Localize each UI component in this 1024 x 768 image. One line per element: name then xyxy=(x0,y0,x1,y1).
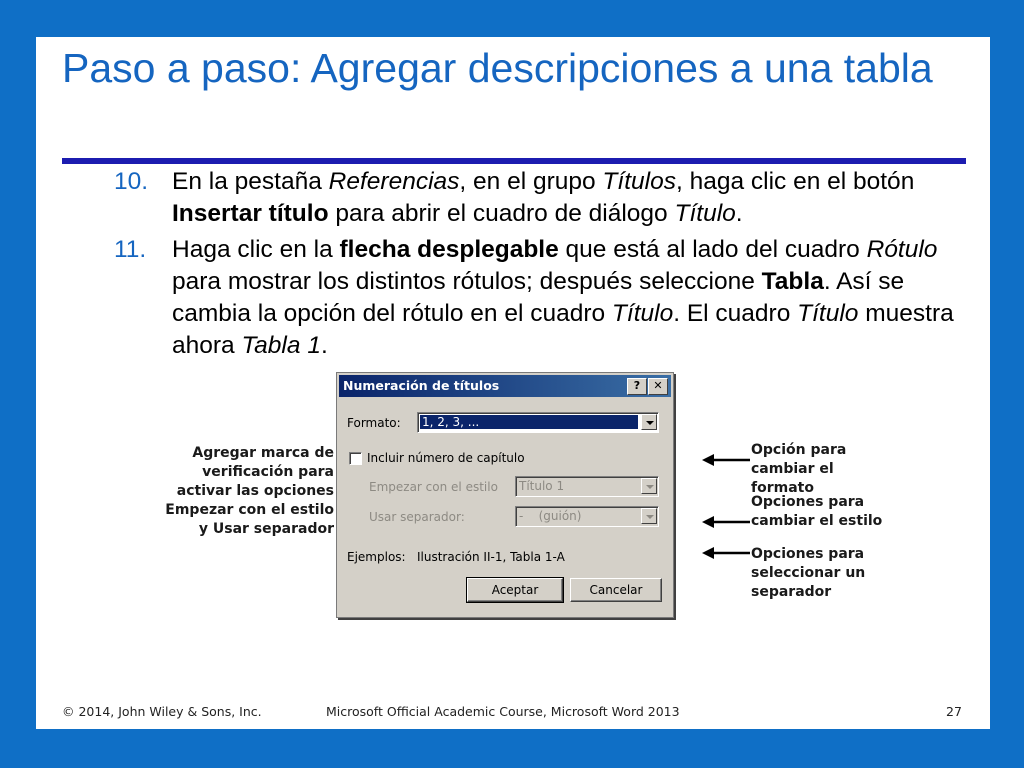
title-underline xyxy=(62,158,966,164)
chevron-down-icon[interactable] xyxy=(641,508,657,524)
text-run: . Así se cambia la opción del rótulo en el cuadro xyxy=(172,268,905,327)
text-run: . xyxy=(320,332,328,359)
separator-value: - (guión) xyxy=(519,509,582,523)
separator-dropdown[interactable] xyxy=(515,506,659,527)
text-run: para abrir el cuadro de diálogo xyxy=(328,200,675,227)
text-run: para mostrar los distintos rótulos; después seleccione xyxy=(172,268,762,295)
format-label: Formato: xyxy=(347,416,401,430)
bold-term: Tabla xyxy=(761,268,824,295)
bold-term: flecha desplegable xyxy=(339,236,559,263)
bold-term: Insertar título xyxy=(172,200,329,227)
callout-text: Agregar marca de verificación para activar las opciones Empezar con el estilo y Usar separador xyxy=(165,445,334,537)
ok-button[interactable]: Aceptar xyxy=(467,578,563,602)
step-item xyxy=(114,166,964,230)
italic-term: Rótulo xyxy=(866,236,938,263)
callout-checkbox-note xyxy=(150,444,334,539)
italic-term: Título xyxy=(674,200,736,227)
caption-numbering-dialog xyxy=(336,372,674,618)
text-run: que está al lado del cuadro xyxy=(558,236,867,263)
dialog-titlebar xyxy=(339,375,671,397)
step-text xyxy=(172,166,964,230)
text-run: En la pestaña xyxy=(172,168,329,195)
text-run: , en el grupo xyxy=(459,168,603,195)
text-run: . xyxy=(735,200,743,227)
start-style-label: Empezar con el estilo xyxy=(369,480,498,494)
start-style-dropdown[interactable] xyxy=(515,476,659,497)
step-item xyxy=(114,234,964,362)
callout-text: Opciones para seleccionar un separador xyxy=(751,546,866,600)
step-number: 10. xyxy=(114,168,149,195)
footer-course: Microsoft Official Academic Course, Microsoft Word 2013 xyxy=(326,704,680,719)
separator-label: Usar separador: xyxy=(369,510,465,524)
step-list xyxy=(114,166,964,366)
footer-page-number: 27 xyxy=(946,704,962,719)
text-run: . El cuadro xyxy=(673,300,798,327)
chevron-down-icon[interactable] xyxy=(641,478,657,494)
text-run: , haga clic en el botón xyxy=(675,168,915,195)
include-chapter-checkbox[interactable] xyxy=(349,452,362,465)
arrow-left-icon xyxy=(702,514,750,530)
callout-text: Opciones para cambiar el estilo xyxy=(751,494,883,529)
step-text xyxy=(172,234,964,362)
callout-format xyxy=(751,441,901,498)
arrow-left-icon xyxy=(702,545,750,561)
help-button[interactable]: ? xyxy=(627,378,647,395)
callout-text: Opción para cambiar el formato xyxy=(751,442,847,496)
examples-label: Ejemplos: xyxy=(347,550,406,564)
callout-style xyxy=(751,493,901,531)
chevron-down-icon[interactable] xyxy=(641,414,657,430)
italic-term: Tabla 1 xyxy=(241,332,321,359)
format-value: 1, 2, 3, ... xyxy=(420,415,638,429)
step-number: 11. xyxy=(114,236,147,263)
dialog-title: Numeración de títulos xyxy=(343,378,500,393)
include-chapter-label: Incluir número de capítulo xyxy=(367,451,525,465)
examples-value: Ilustración II-1, Tabla 1-A xyxy=(417,550,565,564)
footer-copyright: © 2014, John Wiley & Sons, Inc. xyxy=(62,704,262,719)
text-run: Haga clic en la xyxy=(172,236,340,263)
slide-title: Paso a paso: Agregar descripciones a una tabla xyxy=(62,45,933,91)
italic-term: Referencias xyxy=(328,168,460,195)
arrow-left-icon xyxy=(702,452,750,468)
close-button[interactable]: ✕ xyxy=(648,378,668,395)
dialog-figure xyxy=(150,368,883,628)
format-dropdown[interactable] xyxy=(417,412,659,433)
italic-term: Títulos xyxy=(602,168,676,195)
callout-separator xyxy=(751,545,901,602)
italic-term: Título xyxy=(611,300,674,327)
text-run: muestra ahora xyxy=(172,300,954,359)
start-style-value: Título 1 xyxy=(519,479,565,493)
cancel-button[interactable]: Cancelar xyxy=(570,578,662,602)
italic-term: Título xyxy=(797,300,859,327)
